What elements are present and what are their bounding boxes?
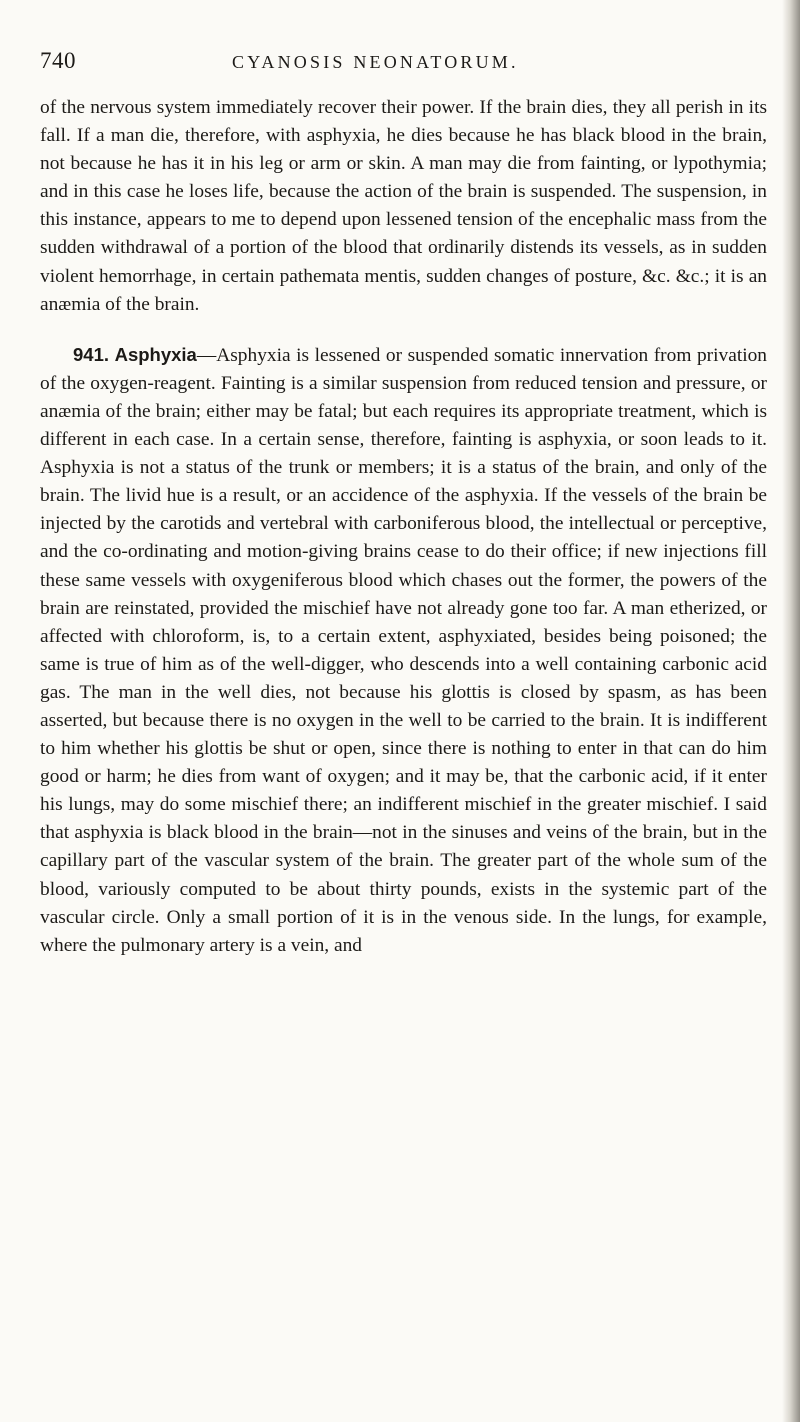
body-text (40, 94, 767, 960)
paragraph-continuation: of the nervous system immediately recover their power. If the brain dies, they all perish in its fall. If a man die, therefore, with asphyxia, he dies because he has black blood in the brain, not because he has it in his leg or arm or skin. A man may die from fainting, or lypothymia; and in this case he loses life, because the action of the brain is suspended. The suspension, in this instance, appears to me to depend upon lessened tension of the encephalic mass from the sudden withdrawal of a portion of the blood that ordinarily distends its vessels, as in sudden violent hemorrhage, in certain pathemata mentis, sudden changes of posture, &c. &c.; it is an anæmia of the brain. (40, 97, 767, 315)
section-941-text: —Asphyxia is lessened or suspended somatic innervation from privation of the oxygen-reagent. Fainting is a similar suspension from reduced tension and pressure, or anæmia of the brain; either may be fatal; but each requires its appropriate treatment, which is different in each case. In a certain sense, therefore, fainting is asphyxia, or soon leads to it. Asphyxia is not a status of the trunk or members; it is a status of the brain, and only of the brain. The livid hue is a result, or an accidence of the asphyxia. If the vessels of the brain be injected by the carotids and vertebral with carboniferous blood, the intellectual or perceptive, and the co-ordinating and motion-giving brains cease to do their office; if new injections fill these same vessels with oxygeniferous blood which chases out the former, the powers of the brain are reinstated, provided the mischief have not already gone too far. A man etherized, or affected with chloroform, is, to a certain extent, asphyxiated, besides being poisoned; the same is true of him as of the well-digger, who descends into a well containing carbonic acid gas. The man in the well dies, not because his glottis is closed by spasm, as has been asserted, but because there is no oxygen in the well to be carried to the brain. It is indifferent to him whether his glottis be shut or open, since there is nothing to enter in that can do him good or harm; he dies from want of oxygen; and it may be, that the carbonic acid, if it enter his lungs, may do some mischief there; an indifferent mischief in the greater mischief. I said that asphyxia is black blood in the brain—not in the sinuses and veins of the brain, but in the capillary part of the vascular system of the brain. The greater part of the whole sum of the blood, variously computed to be about thirty pounds, exists in the systemic part of the vascular circle. Only a small portion of it is in the venous side. In the lungs, for example, where the pulmonary artery is a vein, and (40, 344, 767, 956)
paragraph-941 (40, 341, 767, 960)
page-edge-shadow (782, 0, 800, 1422)
section-number: 941. (73, 343, 110, 365)
page-number: 740 (40, 48, 76, 73)
section-heading: Asphyxia (114, 343, 197, 365)
running-head-title: CYANOSIS NEONATORUM. (232, 52, 519, 72)
running-head (40, 46, 770, 80)
